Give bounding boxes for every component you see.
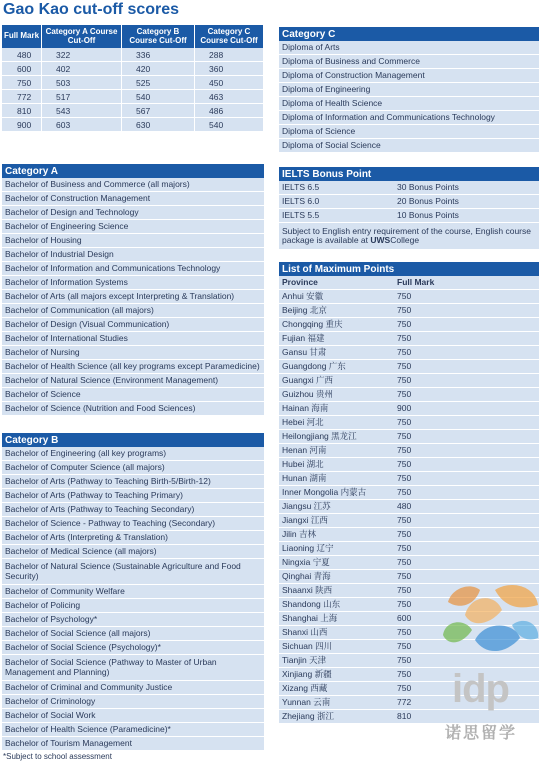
full-mark-cell: 750: [397, 654, 412, 665]
full-mark-cell: 600: [397, 612, 412, 623]
list-item: Diploma of Information and Communications Technology: [279, 111, 539, 125]
list-item: Bachelor of Arts (Pathway to Teaching Secondary): [2, 503, 264, 517]
ielts-row: [279, 181, 539, 195]
ielts-heading: IELTS Bonus Point: [279, 167, 539, 181]
table-row: [279, 360, 539, 374]
cutoff-cell: 486: [195, 104, 264, 118]
list-item: Bachelor of Design and Technology: [2, 206, 264, 220]
cutoff-cell: 630: [122, 118, 195, 132]
footnote: *Subject to school assessment: [3, 752, 112, 761]
table-row: [279, 304, 539, 318]
list-item: Bachelor of Housing: [2, 234, 264, 248]
full-mark-cell: 750: [397, 374, 412, 385]
full-mark-cell: 750: [397, 304, 412, 315]
full-mark-cell: 750: [397, 346, 412, 357]
province-cell: Inner Mongolia 内蒙古: [282, 486, 367, 497]
table-row: [279, 388, 539, 402]
cutoff-cell: 288: [195, 48, 264, 62]
table-row: [279, 472, 539, 486]
full-mark-cell: 750: [397, 416, 412, 427]
list-item: Bachelor of Health Science (all key programs except Paramedicine): [2, 360, 264, 374]
full-mark-cell: 772: [397, 696, 412, 707]
full-mark-cell: 750: [397, 458, 412, 469]
cutoff-cell: 540: [122, 90, 195, 104]
province-cell: Liaoning 辽宁: [282, 542, 334, 553]
province-cell: Hunan 湖南: [282, 472, 327, 483]
list-item: Bachelor of Social Work: [2, 709, 264, 723]
ielts-note-brand: UWS: [370, 235, 391, 245]
province-cell: Hebei 河北: [282, 416, 324, 427]
full-mark-cell: 750: [397, 542, 412, 553]
cutoff-header-row: [2, 25, 264, 48]
table-row: [279, 542, 539, 556]
cutoff-row: [2, 104, 264, 118]
full-mark-cell: 480: [397, 500, 412, 511]
list-item: Bachelor of Industrial Design: [2, 248, 264, 262]
table-row: [279, 500, 539, 514]
max-points-col-header: [279, 276, 539, 290]
list-item: Bachelor of Design (Visual Communication): [2, 318, 264, 332]
list-item: Bachelor of Nursing: [2, 346, 264, 360]
cutoff-cell: 463: [195, 90, 264, 104]
ielts-row: [279, 209, 539, 223]
list-item: Bachelor of Social Science (all majors): [2, 627, 264, 641]
list-item: Bachelor of Construction Management: [2, 192, 264, 206]
ielts-note-text: Subject to English entry requirement of the course, English course package is available at: [282, 225, 531, 245]
province-cell: Shanghai 上海: [282, 612, 338, 623]
province-cell: Yunnan 云南: [282, 696, 331, 707]
table-row: [279, 458, 539, 472]
table-row: [279, 486, 539, 500]
cutoff-cell: 603: [42, 118, 122, 132]
full-mark-cell: 750: [397, 556, 412, 567]
list-item: Bachelor of Criminal and Community Justice: [2, 681, 264, 695]
list-item: Bachelor of Engineering (all key programs): [2, 447, 264, 461]
list-item: Diploma of Business and Commerce: [279, 55, 539, 69]
province-cell: Zhejiang 浙江: [282, 710, 334, 721]
province-cell: Jilin 吉林: [282, 528, 317, 539]
full-mark-cell: 750: [397, 584, 412, 595]
province-cell: Heilongjiang 黑龙江: [282, 430, 357, 441]
province-cell: Xinjiang 新疆: [282, 668, 332, 679]
province-cell: Henan 河南: [282, 444, 327, 455]
province-cell: Hubei 湖北: [282, 458, 324, 469]
list-item: Bachelor of Criminology: [2, 695, 264, 709]
province-cell: Guangxi 广西: [282, 374, 334, 385]
ielts-note: [279, 223, 539, 250]
province-cell: Shanxi 山西: [282, 626, 328, 637]
list-item: Bachelor of Communication (all majors): [2, 304, 264, 318]
list-item: Diploma of Social Science: [279, 139, 539, 153]
cutoff-header: Category A Course Cut-Off: [42, 25, 122, 48]
full-mark-cell: 750: [397, 444, 412, 455]
list-item: Diploma of Engineering: [279, 83, 539, 97]
list-item: Bachelor of Science (Nutrition and Food Sciences): [2, 402, 264, 416]
list-item: Diploma of Arts: [279, 41, 539, 55]
table-row: [279, 374, 539, 388]
ielts-score: IELTS 5.5: [282, 209, 320, 220]
cutoff-cell: 360: [195, 62, 264, 76]
province-cell: Fujian 福建: [282, 332, 325, 343]
list-item: Bachelor of Science - Pathway to Teaching (Secondary): [2, 517, 264, 531]
cutoff-header: Category B Course Cut-Off: [122, 25, 195, 48]
full-mark-cell: 750: [397, 626, 412, 637]
cutoff-cell: 450: [195, 76, 264, 90]
cutoff-cell: 517: [42, 90, 122, 104]
list-item: Bachelor of Tourism Management: [2, 737, 264, 751]
ielts-points: 10 Bonus Points: [397, 209, 459, 220]
ielts-row: [279, 195, 539, 209]
full-mark-cell: 750: [397, 486, 412, 497]
cutoff-row: [2, 90, 264, 104]
cutoff-row: [2, 62, 264, 76]
full-mark-col-header: Full Mark: [397, 276, 435, 287]
list-item: Diploma of Health Science: [279, 97, 539, 111]
full-mark-cell: 750: [397, 332, 412, 343]
province-cell: Ningxia 宁夏: [282, 556, 330, 567]
full-mark-cell: 750: [397, 514, 412, 525]
list-item: Diploma of Science: [279, 125, 539, 139]
province-cell: Jiangsu 江苏: [282, 500, 331, 511]
full-mark-cell: 750: [397, 472, 412, 483]
cutoff-header: Full Mark: [2, 25, 42, 48]
province-cell: Xizang 西藏: [282, 682, 328, 693]
province-cell: Sichuan 四川: [282, 640, 333, 651]
province-cell: Jiangxi 江西: [282, 514, 328, 525]
province-cell: Guizhou 贵州: [282, 388, 334, 399]
list-item: Diploma of Construction Management: [279, 69, 539, 83]
full-mark-cell: 750: [397, 668, 412, 679]
cutoff-cell: 810: [2, 104, 42, 118]
list-item: Bachelor of Medical Science (all majors): [2, 545, 264, 559]
province-cell: Chongqing 重庆: [282, 318, 343, 329]
list-item: Bachelor of Social Science (Psychology)*: [2, 641, 264, 655]
full-mark-cell: 750: [397, 430, 412, 441]
table-row: [279, 528, 539, 542]
cutoff-cell: 600: [2, 62, 42, 76]
list-item: Bachelor of International Studies: [2, 332, 264, 346]
list-item: Bachelor of Arts (all majors except Interpreting & Translation): [2, 290, 264, 304]
table-row: [279, 444, 539, 458]
list-item: Bachelor of Natural Science (Environment Management): [2, 374, 264, 388]
cutoff-cell: 480: [2, 48, 42, 62]
full-mark-cell: 750: [397, 360, 412, 371]
cutoff-cell: 750: [2, 76, 42, 90]
list-item: Bachelor of Health Science (Paramedicine)*: [2, 723, 264, 737]
table-row: [279, 514, 539, 528]
full-mark-cell: 750: [397, 640, 412, 651]
full-mark-cell: 750: [397, 570, 412, 581]
cutoff-row: [2, 76, 264, 90]
list-item: Bachelor of Information Systems: [2, 276, 264, 290]
category-a-heading: Category A: [2, 164, 264, 178]
ielts-note-suffix: College: [390, 235, 420, 245]
ielts-points: 20 Bonus Points: [397, 195, 459, 206]
cutoff-header: Category C Course Cut-Off: [195, 25, 264, 48]
full-mark-cell: 750: [397, 388, 412, 399]
idp-logo-cn: 诺思留学: [445, 725, 518, 742]
ielts-score: IELTS 6.0: [282, 195, 320, 206]
province-cell: Gansu 甘肃: [282, 346, 327, 357]
max-points-heading: List of Maximum Points: [279, 262, 539, 276]
full-mark-cell: 750: [397, 290, 412, 301]
cutoff-row: [2, 48, 264, 62]
province-cell: Beijing 北京: [282, 304, 327, 315]
list-item: Bachelor of Science: [2, 388, 264, 402]
table-row: [279, 290, 539, 304]
list-item: Bachelor of Community Welfare: [2, 585, 264, 599]
idp-logo-text: idp: [452, 667, 509, 711]
category-b-list: [2, 433, 264, 751]
full-mark-cell: 750: [397, 318, 412, 329]
table-row: [279, 346, 539, 360]
table-row: [279, 430, 539, 444]
cutoff-table: [2, 25, 264, 132]
ielts-bonus-table: [279, 167, 539, 250]
category-a-list: [2, 164, 264, 416]
category-c-heading: Category C: [279, 27, 539, 41]
cutoff-cell: 503: [42, 76, 122, 90]
category-b-heading: Category B: [2, 433, 264, 447]
province-cell: Shaanxi 陕西: [282, 584, 333, 595]
table-row: [279, 416, 539, 430]
cutoff-cell: 540: [195, 118, 264, 132]
province-cell: Shandong 山东: [282, 598, 341, 609]
cutoff-cell: 336: [122, 48, 195, 62]
cutoff-cell: 420: [122, 62, 195, 76]
ielts-score: IELTS 6.5: [282, 181, 320, 192]
cutoff-cell: 772: [2, 90, 42, 104]
page-title: Gao Kao cut-off scores: [3, 1, 180, 18]
list-item: Bachelor of Information and Communications Technology: [2, 262, 264, 276]
table-row: [279, 332, 539, 346]
province-cell: Qinghai 青海: [282, 570, 331, 581]
list-item: Bachelor of Policing: [2, 599, 264, 613]
full-mark-cell: 750: [397, 528, 412, 539]
cutoff-cell: 322: [42, 48, 122, 62]
province-cell: Guangdong 广东: [282, 360, 346, 371]
province-cell: Hainan 海南: [282, 402, 329, 413]
province-col-header: Province: [282, 276, 318, 287]
list-item: Bachelor of Arts (Pathway to Teaching Primary): [2, 489, 264, 503]
full-mark-cell: 750: [397, 598, 412, 609]
table-row: [279, 402, 539, 416]
cutoff-row: [2, 118, 264, 132]
province-cell: Tianjin 天津: [282, 654, 327, 665]
idp-logo: [440, 580, 540, 740]
full-mark-cell: 750: [397, 682, 412, 693]
list-item: Bachelor of Computer Science (all majors): [2, 461, 264, 475]
list-item: Bachelor of Arts (Pathway to Teaching Birth-5/Birth-12): [2, 475, 264, 489]
cutoff-cell: 525: [122, 76, 195, 90]
table-row: [279, 556, 539, 570]
ielts-points: 30 Bonus Points: [397, 181, 459, 192]
cutoff-cell: 402: [42, 62, 122, 76]
list-item: Bachelor of Arts (Interpreting & Translation): [2, 531, 264, 545]
list-item: Bachelor of Psychology*: [2, 613, 264, 627]
category-c-list: [279, 27, 539, 153]
province-cell: Anhui 安徽: [282, 290, 324, 301]
table-row: [279, 318, 539, 332]
list-item: Bachelor of Engineering Science: [2, 220, 264, 234]
cutoff-cell: 900: [2, 118, 42, 132]
cutoff-cell: 543: [42, 104, 122, 118]
full-mark-cell: 810: [397, 710, 412, 721]
cutoff-cell: 567: [122, 104, 195, 118]
list-item: Bachelor of Social Science (Pathway to Master of Urban Management and Planning): [2, 655, 264, 681]
full-mark-cell: 900: [397, 402, 412, 413]
list-item: Bachelor of Business and Commerce (all majors): [2, 178, 264, 192]
list-item: Bachelor of Natural Science (Sustainable Agriculture and Food Security): [2, 559, 264, 585]
